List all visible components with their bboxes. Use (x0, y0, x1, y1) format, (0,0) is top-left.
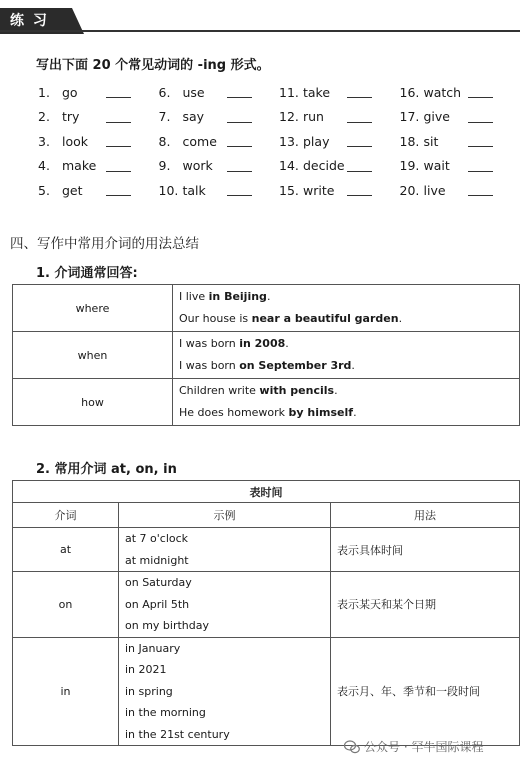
verb-item (159, 109, 280, 124)
answer-blank[interactable] (468, 160, 493, 172)
example-phrase: on April 5th (125, 597, 190, 611)
sentence-end: . (285, 337, 289, 350)
exercise-instruction: 写出下面 20 个常见动词的 -ing 形式。 (36, 58, 270, 73)
example-phrase: in 2021 (125, 663, 167, 676)
verb-row (38, 105, 520, 130)
verb-number: 8. (158, 133, 171, 149)
verb-row (38, 154, 520, 179)
verb-word: write (303, 182, 335, 198)
answer-blank[interactable] (106, 184, 131, 196)
verb-item (279, 85, 400, 100)
answer-blank[interactable] (468, 184, 493, 196)
example-phrase: in spring (125, 684, 173, 698)
wechat-icon (344, 740, 360, 754)
sentence-end: . (334, 384, 338, 397)
example-phrase: at 7 o'clock (125, 532, 189, 545)
sentence-text: He does homework (179, 406, 289, 419)
verb-number: 11. (279, 84, 299, 100)
verb-number: 18. (399, 133, 420, 149)
answer-blank[interactable] (468, 135, 493, 147)
verb-number: 1. (38, 84, 50, 100)
verb-number: 16. (399, 84, 420, 100)
banner-rule (0, 30, 520, 32)
verb-word: try (62, 109, 80, 125)
preposition-phrase: with pencils (259, 384, 335, 397)
verb-word: take (303, 84, 331, 100)
table-row (13, 572, 520, 638)
answer-blank[interactable] (227, 160, 252, 172)
column-header: 示例 (119, 503, 331, 528)
banner-title: 练 习 (10, 13, 49, 29)
column-header: 介词 (13, 503, 119, 528)
verb-item (38, 109, 159, 124)
answer-blank[interactable] (106, 160, 131, 172)
verb-item (279, 134, 400, 149)
example-sentence (179, 402, 519, 424)
verb-item (38, 158, 159, 173)
table-row (13, 637, 520, 746)
examples-cell (119, 572, 331, 638)
watermark (344, 738, 483, 755)
verb-number: 2. (38, 109, 50, 125)
verb-word: get (62, 182, 83, 198)
verb-word: come (182, 133, 217, 149)
question-word: when (13, 332, 173, 379)
verb-row (38, 80, 520, 105)
verb-item (159, 158, 280, 173)
sentence-text: I was born (179, 337, 240, 350)
usage-description: 表示月、年、季节和一段时间 (331, 637, 520, 746)
verb-number: 15. (279, 182, 299, 198)
column-header: 用法 (331, 503, 520, 528)
verb-item (159, 85, 280, 100)
verb-item (400, 85, 521, 100)
verb-item (400, 134, 521, 149)
answer-blank[interactable] (106, 135, 131, 147)
verb-item (400, 158, 521, 173)
watermark-text: 公众号 · 罕牛国际课程 (364, 740, 484, 754)
verb-number: 19. (399, 158, 420, 174)
verb-number: 3. (38, 133, 50, 149)
answer-blank[interactable] (347, 86, 372, 98)
verb-word: say (182, 109, 205, 125)
answer-blank[interactable] (347, 160, 372, 172)
example-phrase: at midnight (125, 553, 189, 567)
verb-number: 13. (279, 133, 299, 149)
verb-number: 5. (38, 182, 50, 198)
verb-word: sit (423, 133, 439, 149)
verb-item (38, 183, 159, 198)
sentence-text: Our house is (179, 312, 252, 325)
verb-number: 7. (158, 109, 171, 125)
example-phrase: on my birthday (125, 619, 209, 632)
sentence-end: . (398, 312, 403, 325)
example-cell (173, 379, 520, 426)
preposition-phrase: by himself (288, 406, 354, 419)
answer-blank[interactable] (106, 86, 131, 98)
verb-number: 17. (399, 109, 420, 125)
sentence-end: . (353, 406, 357, 419)
verb-item (400, 109, 521, 124)
verb-word: wait (423, 158, 450, 174)
verb-item (38, 134, 159, 149)
preposition: at (13, 528, 119, 572)
verb-word: run (303, 109, 324, 125)
answer-blank[interactable] (347, 184, 372, 196)
verb-word: decide (303, 158, 345, 174)
verb-number: 6. (158, 84, 171, 100)
verb-number: 12. (279, 109, 299, 125)
example-sentence (179, 286, 519, 308)
usage-description: 表示具体时间 (331, 528, 520, 572)
question-word: how (13, 379, 173, 426)
verb-item (38, 85, 159, 100)
answer-blank[interactable] (227, 184, 252, 196)
verb-number: 4. (38, 158, 50, 174)
sentence-text: I was born (179, 359, 240, 372)
preposition-phrase: in Beijing (208, 290, 267, 303)
verb-word: watch (423, 84, 462, 100)
answer-blank[interactable] (347, 111, 372, 123)
answer-blank[interactable] (468, 111, 493, 123)
table-row (13, 528, 520, 572)
example-sentence (179, 380, 519, 402)
preposition-phrase: in 2008 (239, 337, 286, 350)
example-phrase: in the morning (125, 706, 206, 719)
verb-word: play (303, 133, 330, 149)
answer-blank[interactable] (227, 86, 252, 98)
example-sentence (179, 333, 519, 355)
verb-word: live (423, 182, 446, 198)
verb-word: look (62, 133, 89, 149)
usage-description: 表示某天和某个日期 (331, 572, 520, 638)
table-row (13, 379, 520, 426)
verb-word: talk (182, 182, 206, 198)
table2-title: 2. 常用介词 at, on, in (36, 462, 177, 477)
verb-number: 14. (279, 158, 299, 174)
table-caption: 表时间 (13, 481, 520, 503)
verb-item (279, 158, 400, 173)
verb-item (279, 109, 400, 124)
sentence-text: Children write (179, 384, 260, 397)
verb-number: 9. (158, 158, 171, 174)
verb-word: make (62, 158, 97, 174)
example-phrase: on Saturday (125, 576, 192, 589)
preposition-phrase: near a beautiful garden (251, 312, 399, 325)
question-prepositions-table (12, 284, 520, 426)
verb-item (279, 183, 400, 198)
answer-blank[interactable] (468, 86, 493, 98)
verb-word: go (62, 84, 78, 100)
answer-blank[interactable] (227, 111, 252, 123)
answer-blank[interactable] (106, 111, 131, 123)
verb-number: 20. (399, 182, 420, 198)
question-word: where (13, 285, 173, 332)
example-phrase: in January (125, 641, 181, 655)
verb-word: work (182, 158, 213, 174)
sentence-end: . (351, 359, 355, 372)
example-phrase: in the 21st century (125, 727, 230, 741)
section-title: 四、写作中常用介词的用法总结 (10, 236, 199, 252)
verb-item (159, 134, 280, 149)
verb-exercise-grid (38, 80, 520, 203)
verb-item (159, 183, 280, 198)
verb-word: give (423, 109, 450, 125)
examples-cell (119, 528, 331, 572)
verb-row (38, 178, 520, 203)
table-row (13, 332, 520, 379)
sentence-end: . (266, 290, 271, 303)
example-sentence (179, 308, 519, 330)
sentence-text: I live (179, 290, 209, 303)
verb-item (400, 183, 521, 198)
preposition: in (13, 637, 119, 746)
preposition: on (13, 572, 119, 638)
example-sentence (179, 355, 519, 377)
answer-blank[interactable] (347, 135, 372, 147)
verb-word: use (182, 84, 205, 100)
preposition-phrase: on September 3rd (239, 359, 352, 372)
answer-blank[interactable] (227, 135, 252, 147)
examples-cell (119, 637, 331, 746)
table-row (13, 285, 520, 332)
table1-title: 1. 介词通常回答: (36, 266, 138, 281)
verb-number: 10. (158, 182, 179, 198)
time-prepositions-table (12, 480, 520, 746)
example-cell (173, 285, 520, 332)
verb-row (38, 129, 520, 154)
example-cell (173, 332, 520, 379)
